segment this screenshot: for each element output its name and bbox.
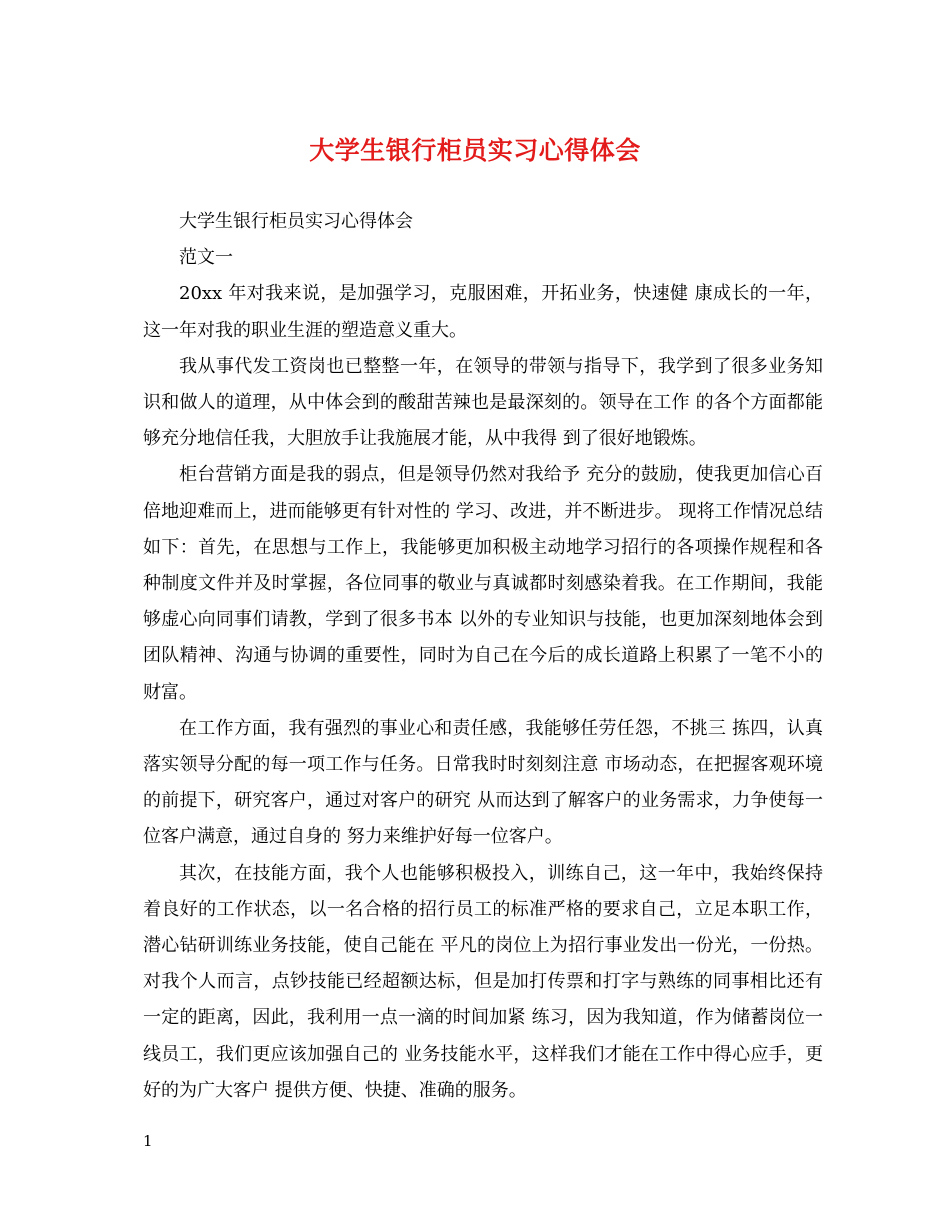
document-body — [143, 204, 823, 1109]
paragraph-payroll-post: 我从事代发工资岗也已整整一年，在领导的带领与指导下，我学到了很多业务知识和做人的道理，从中体会到的酸甜苦辣也是最深刻的。领导在工作 的各个方面都能够充分地信任我，大胆放手让我施展才能，从中我得 到了很好地锻炼。 — [143, 355, 823, 450]
paragraph-skills: 其次，在技能方面，我个人也能够积极投入，训练自己，这一年中，我始终保持着良好的工作状态，以一名合格的招行员工的标准严格的要求自己，立足本职工作，潜心钻研训练业务技能，使自己能在 平凡的岗位上为招行事业发出一份光，一份热。 对我个人而言，点钞技能已经超额达标，但是加打传票和打字与熟练的同事相比还有一定的距离，因此，我利用一点一滴的时间加紧 练习，因为我知道，作为储蓄岗位一线员工，我们更应该加强自己的 业务技能水平，这样我们才能在工作中得心应手，更好的为广大客户 提供方便、快捷、准确的服务。 — [143, 862, 823, 1101]
paragraph-sample-label: 范文一 — [179, 247, 233, 269]
paragraph-subtitle: 大学生银行柜员实习心得体会 — [179, 211, 413, 232]
paragraph-counter-marketing: 柜台营销方面是我的弱点，但是领导仍然对我给予 充分的鼓励，使我更加信心百倍地迎难而上，进而能够更有针对性的 学习、改进，并不断进步。 现将工作情况总结如下：首先，在思想与工作上，我能够更加积极主动地学习招行的各项操作规程和各种制度文件并及时掌握，各位同事的敬业与真诚都时刻感染着我。在工作期间，我能够虚心向同事们请教，学到了很多书本 以外的专业知识与技能，也更加深刻地体会到团队精神、沟通与协调的重要性，同时为自己在今后的成长道路上积累了一笔不小的财富。 — [143, 464, 823, 703]
paragraph-intro: 20xx 年对我来说，是加强学习，克服困难，开拓业务，快速健 康成长的一年，这一年对我的职业生涯的塑造意义重大。 — [143, 283, 823, 341]
document-title: 大学生银行柜员实习心得体会 — [309, 136, 641, 165]
page-number: 1 — [143, 1132, 153, 1150]
paragraph-work-attitude: 在工作方面，我有强烈的事业心和责任感，我能够任劳任怨，不挑三 拣四，认真落实领导分配的每一项工作与任务。日常我时时刻刻注意 市场动态，在把握客观环境的前提下，研究客户，通过对客户的研究 从而达到了解客户的业务需求，力争使每一位客户满意，通过自身的 努力来维护好每一位客户。 — [143, 717, 823, 848]
